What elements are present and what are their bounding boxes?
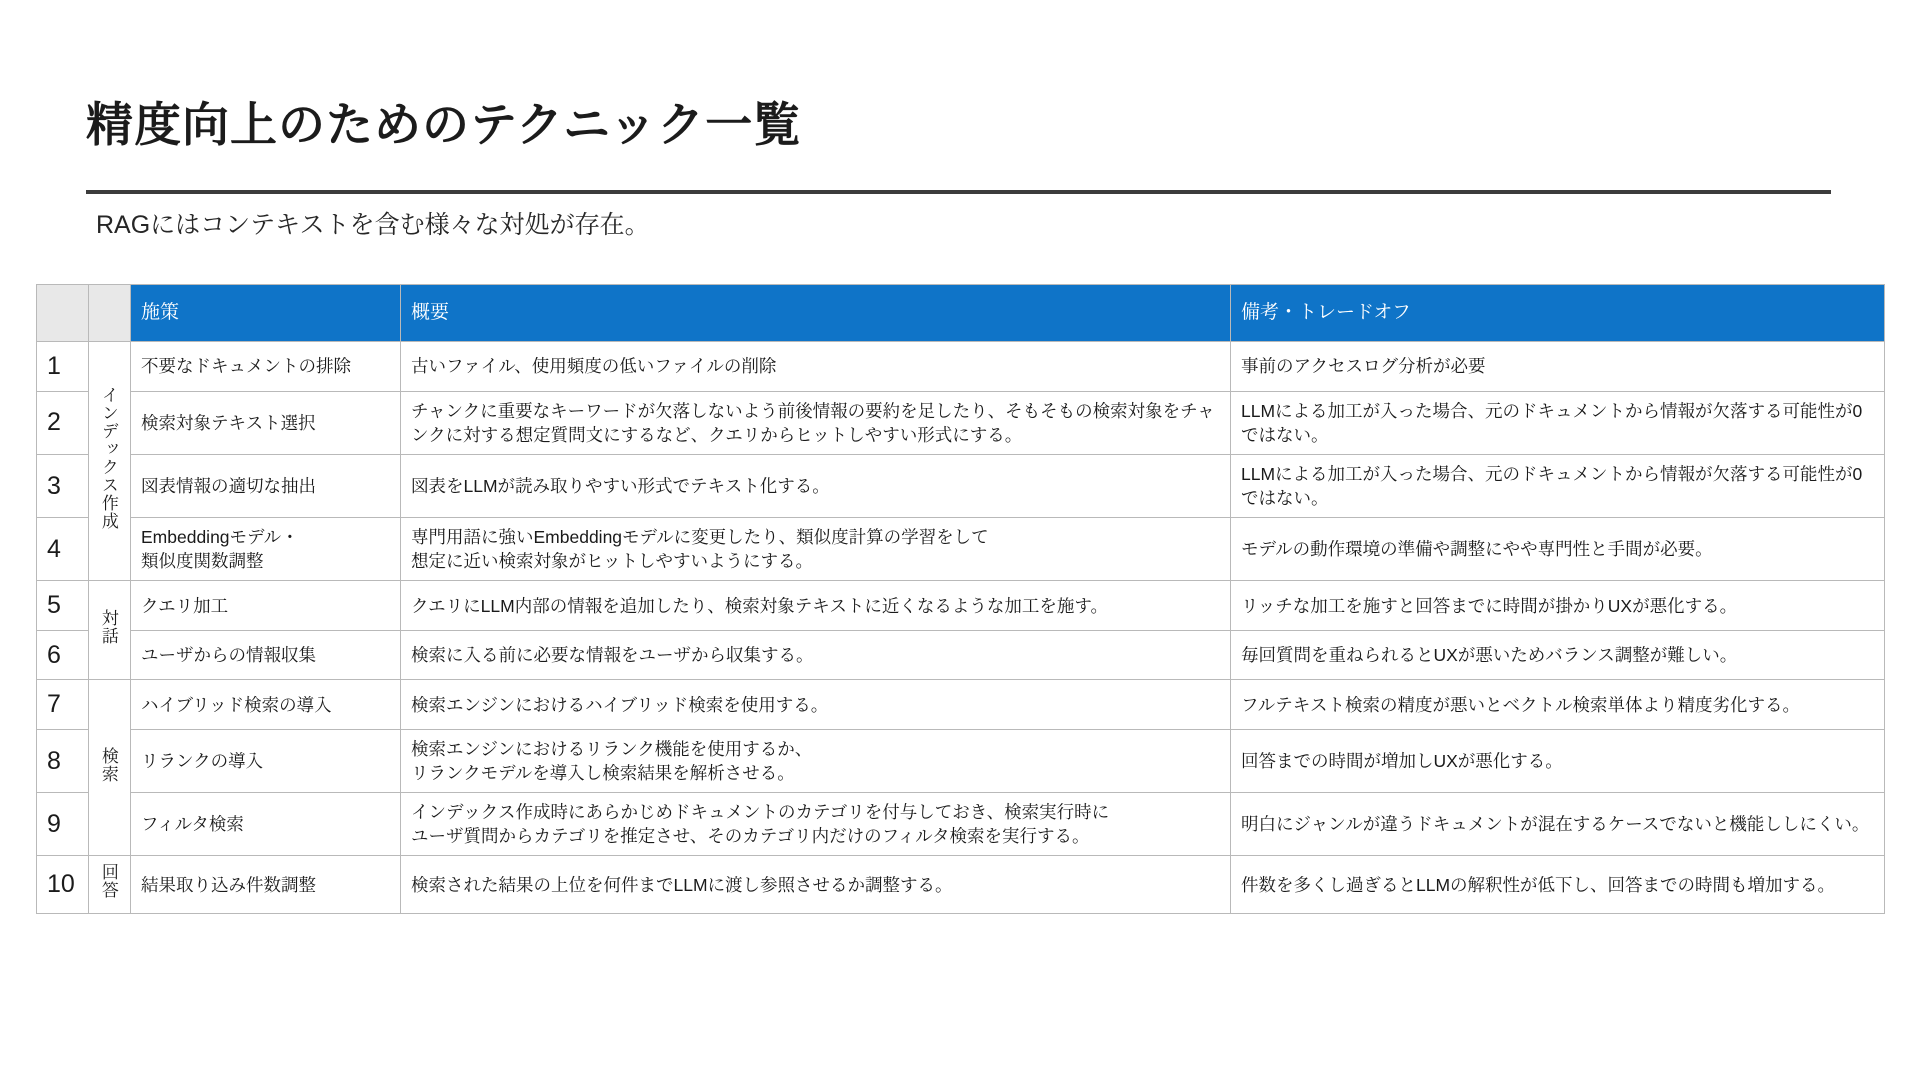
note-cell: LLMによる加工が入った場合、元のドキュメントから情報が欠落する可能性が0ではない。 — [1231, 454, 1885, 517]
page-title: 精度向上のためのテクニック一覧 — [86, 98, 802, 151]
header-number — [37, 285, 89, 342]
note-cell: 毎回質問を重ねられるとUXが悪いためバランス調整が難しい。 — [1231, 630, 1885, 680]
table-row — [37, 630, 1885, 680]
note-cell: 件数を多くし過ぎるとLLMの解釈性が低下し、回答までの時間も増加する。 — [1231, 856, 1885, 913]
group-cell-dialog — [89, 581, 131, 680]
table-row — [37, 793, 1885, 856]
table-row — [37, 729, 1885, 792]
header-group — [89, 285, 131, 342]
overview-cell: 専門用語に強いEmbeddingモデルに変更したり、類似度計算の学習をして 想定に近い検索対象がヒットしやすいようにする。 — [401, 518, 1231, 581]
note-cell: モデルの動作環境の準備や調整にやや専門性と手間が必要。 — [1231, 518, 1885, 581]
note-cell: 事前のアクセスログ分析が必要 — [1231, 342, 1885, 392]
row-number: 6 — [37, 630, 89, 680]
note-cell: リッチな加工を施すと回答までに時間が掛かりUXが悪化する。 — [1231, 581, 1885, 631]
row-number: 3 — [37, 454, 89, 517]
measure-cell: 図表情報の適切な抽出 — [131, 454, 401, 517]
row-number: 2 — [37, 391, 89, 454]
measure-cell: リランクの導入 — [131, 729, 401, 792]
group-cell-index — [89, 342, 131, 581]
header-measure: 施策 — [131, 285, 401, 342]
overview-cell: 検索された結果の上位を何件までLLMに渡し参照させるか調整する。 — [401, 856, 1231, 913]
row-number: 7 — [37, 680, 89, 730]
group-label: 回答 — [98, 863, 118, 900]
row-number: 8 — [37, 729, 89, 792]
table-row — [37, 680, 1885, 730]
row-number: 5 — [37, 581, 89, 631]
measure-cell: 結果取り込み件数調整 — [131, 856, 401, 913]
measure-cell: Embeddingモデル・ 類似度関数調整 — [131, 518, 401, 581]
table-row — [37, 342, 1885, 392]
row-number: 4 — [37, 518, 89, 581]
overview-cell: 図表をLLMが読み取りやすい形式でテキスト化する。 — [401, 454, 1231, 517]
measure-cell: ユーザからの情報収集 — [131, 630, 401, 680]
note-cell: LLMによる加工が入った場合、元のドキュメントから情報が欠落する可能性が0ではない。 — [1231, 391, 1885, 454]
table-row — [37, 454, 1885, 517]
overview-cell: クエリにLLM内部の情報を追加したり、検索対象テキストに近くなるような加工を施す。 — [401, 581, 1231, 631]
overview-cell: チャンクに重要なキーワードが欠落しないよう前後情報の要約を足したり、そもそもの検索対象をチャンクに対する想定質問文にするなど、クエリからヒットしやすい形式にする。 — [401, 391, 1231, 454]
page-subtitle: RAGにはコンテキストを含む様々な対処が存在。 — [96, 211, 650, 239]
table-row — [37, 856, 1885, 913]
measure-cell: 検索対象テキスト選択 — [131, 391, 401, 454]
overview-cell: 検索エンジンにおけるハイブリッド検索を使用する。 — [401, 680, 1231, 730]
header-note: 備考・トレードオフ — [1231, 285, 1885, 342]
table-row — [37, 391, 1885, 454]
table-body — [37, 342, 1885, 914]
row-number: 9 — [37, 793, 89, 856]
header-overview: 概要 — [401, 285, 1231, 342]
overview-cell: 古いファイル、使用頻度の低いファイルの削除 — [401, 342, 1231, 392]
title-divider — [86, 190, 1831, 194]
row-number: 1 — [37, 342, 89, 392]
measure-cell: 不要なドキュメントの排除 — [131, 342, 401, 392]
overview-cell: 検索エンジンにおけるリランク機能を使用するか、 リランクモデルを導入し検索結果を解析させる。 — [401, 729, 1231, 792]
techniques-table — [36, 284, 1885, 914]
note-cell: 回答までの時間が増加しUXが悪化する。 — [1231, 729, 1885, 792]
overview-cell: インデックス作成時にあらかじめドキュメントのカテゴリを付与しておき、検索実行時に ユーザ質問からカテゴリを推定させ、そのカテゴリ内だけのフィルタ検索を実行する。 — [401, 793, 1231, 856]
group-label: 対話 — [98, 609, 118, 646]
note-cell: フルテキスト検索の精度が悪いとベクトル検索単体より精度劣化する。 — [1231, 680, 1885, 730]
group-label: インデックス作成 — [98, 385, 118, 530]
group-cell-search — [89, 680, 131, 856]
techniques-table-container — [36, 284, 1884, 914]
measure-cell: フィルタ検索 — [131, 793, 401, 856]
measure-cell: クエリ加工 — [131, 581, 401, 631]
measure-cell: ハイブリッド検索の導入 — [131, 680, 401, 730]
row-number: 10 — [37, 856, 89, 913]
table-header — [37, 285, 1885, 342]
group-cell-answer — [89, 856, 131, 913]
note-cell: 明白にジャンルが違うドキュメントが混在するケースでないと機能ししにくい。 — [1231, 793, 1885, 856]
table-row — [37, 581, 1885, 631]
table-header-row — [37, 285, 1885, 342]
table-row — [37, 518, 1885, 581]
group-label: 検索 — [98, 746, 118, 783]
overview-cell: 検索に入る前に必要な情報をユーザから収集する。 — [401, 630, 1231, 680]
